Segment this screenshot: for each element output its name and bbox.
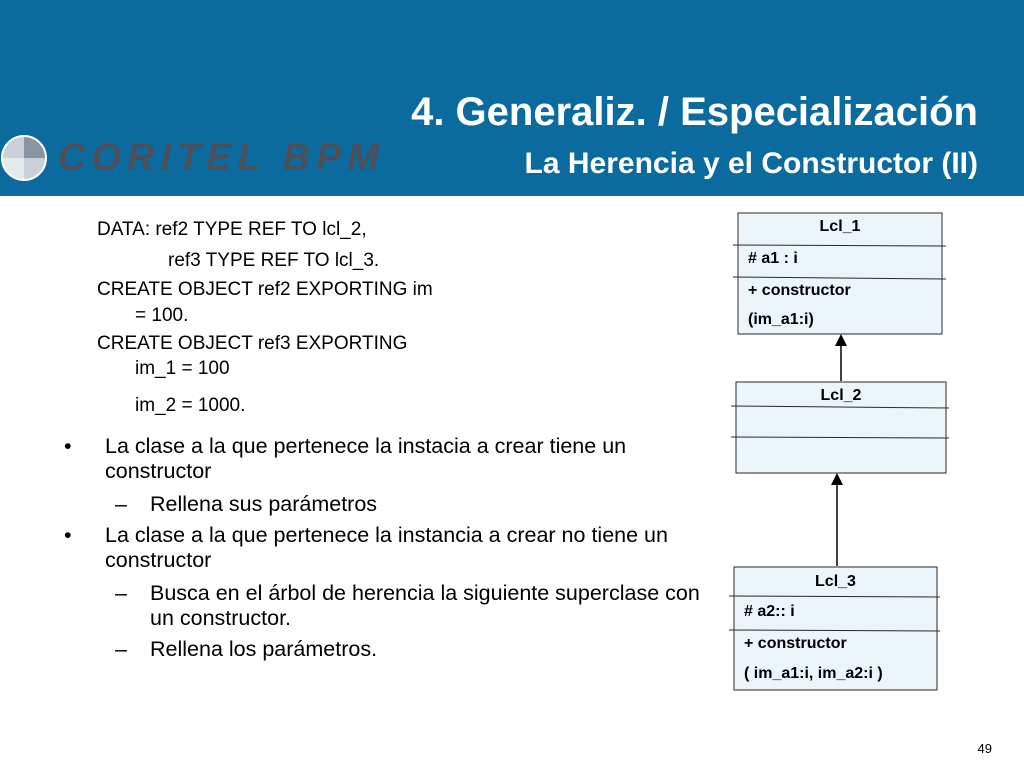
dash-marker: – [115,637,127,661]
sub-bullet-text: Busca en el árbol de herencia la siguiente superclase con un constructor. [150,581,700,630]
bullet-marker: • [64,434,72,458]
code-line-2: ref3 TYPE REF TO lcl_3. [168,250,380,271]
class-attribute: # a1 : i [748,250,798,267]
page-number: 49 [977,741,992,756]
code-line-6: im_1 = 100 [135,358,230,379]
code-line-4: = 100. [135,305,189,326]
bullet-marker: • [64,523,72,547]
class-method: + constructor [744,635,847,652]
bullet-text: La clase a la que pertenece la instacia a crear tiene un constructor [105,434,627,483]
class-method: + constructor [748,282,851,299]
class-method: (im_a1:i) [748,311,814,328]
class-name-lcl-3: Lcl_3 [815,573,856,590]
code-line-3: CREATE OBJECT ref2 EXPORTING im [97,279,433,300]
code-line-1: DATA: ref2 TYPE REF TO lcl_2, [97,219,367,240]
class-name-lcl-1: Lcl_1 [819,218,861,235]
class-attribute: # a2:: i [744,603,795,620]
code-line-7: im_2 = 1000. [135,395,246,416]
dash-marker: – [115,581,127,605]
logo-text: CORITEL BPM [58,137,386,179]
sub-bullet-text: Rellena sus parámetros [150,492,378,516]
code-line-5: CREATE OBJECT ref3 EXPORTING [97,333,408,354]
dash-marker: – [115,492,127,516]
bullet-text: La clase a la que pertenece la instancia a crear no tiene un constructor [105,523,668,572]
class-name-lcl-2: Lcl_2 [820,387,862,404]
slide-subtitle: La Herencia y el Constructor (II) [524,147,978,180]
slide-title: 4. Generaliz. / Especialización [411,90,978,134]
sub-bullet-text: Rellena los parámetros. [150,637,378,661]
class-method: ( im_a1:i, im_a2:i ) [744,665,883,682]
